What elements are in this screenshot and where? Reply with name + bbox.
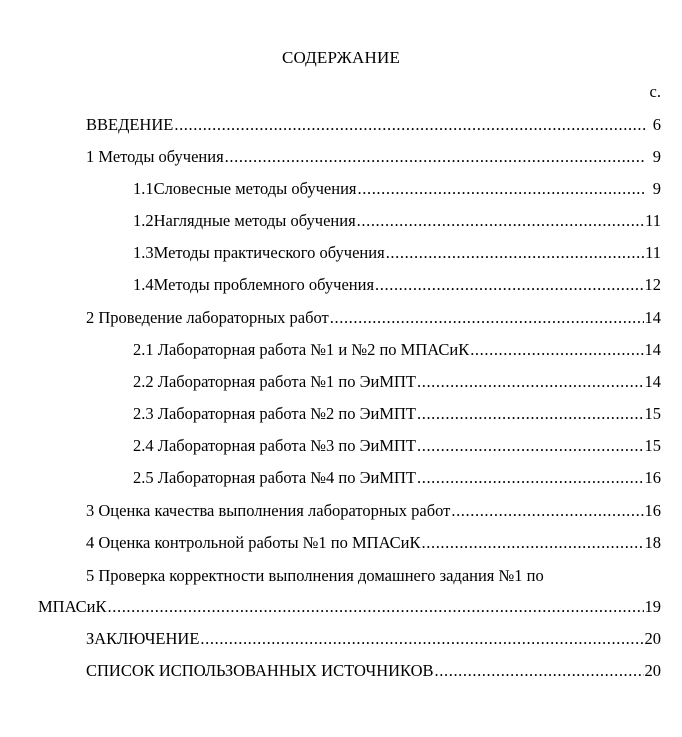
toc-entry-page: 9 — [652, 179, 661, 198]
toc-entry-number: 1.4 — [133, 275, 154, 294]
toc-entry-text: МПАСиК — [38, 597, 107, 616]
toc-entry-number: 1.1 — [133, 179, 154, 198]
toc-leader-dots — [417, 466, 644, 490]
toc-entry-text: ВВЕДЕНИЕ — [86, 115, 174, 134]
toc-entry-page: 6 — [652, 115, 661, 134]
toc-entry-text: 3 Оценка качества выполнения лабораторных работ — [86, 501, 451, 520]
toc-leader-dots — [357, 209, 644, 233]
toc-entry-page: 16 — [644, 501, 661, 520]
toc-leader-dots — [108, 595, 644, 619]
toc-entry-text: 4 Оценка контрольной работы №1 по МПАСиК — [86, 533, 421, 552]
toc-leader-dots — [358, 177, 646, 201]
toc-entry-section-2-1[interactable] — [133, 338, 661, 362]
toc-entry-text: СПИСОК ИСПОЛЬЗОВАННЫХ ИСТОЧНИКОВ — [86, 661, 434, 680]
toc-entry-page: 9 — [652, 147, 661, 166]
toc-entry-text: Методы проблемного обучения — [153, 275, 375, 294]
toc-entry-section-2-2[interactable] — [133, 370, 661, 394]
toc-entry-page: 20 — [644, 661, 661, 680]
toc-entry-page: 11 — [645, 211, 661, 230]
toc-entry-section-5-line1[interactable]: 5 Проверка корректности выполнения домашнего задания №1 по — [86, 566, 544, 585]
toc-entry-page: 15 — [644, 404, 661, 423]
toc-entry-section-1-2[interactable] — [133, 209, 661, 233]
toc-leader-dots — [225, 145, 646, 169]
toc-entry-section-1-1[interactable] — [133, 177, 661, 201]
toc-entry-text: 2.3 Лабораторная работа №2 по ЭиМПТ — [133, 404, 416, 423]
toc-leader-dots — [417, 434, 644, 458]
toc-entry-page: 14 — [644, 308, 661, 327]
toc-leader-dots — [375, 273, 643, 297]
toc-leader-dots — [200, 627, 643, 651]
toc-entry-text: Наглядные методы обучения — [153, 211, 356, 230]
toc-entry-text: 2.2 Лабораторная работа №1 по ЭиМПТ — [133, 372, 416, 391]
toc-entry-page: 15 — [644, 436, 661, 455]
toc-entry-section-4[interactable] — [86, 531, 661, 555]
document-title: СОДЕРЖАНИЕ — [281, 48, 401, 67]
toc-entry-section-1-3[interactable] — [133, 241, 661, 265]
toc-entry-section-2-4[interactable] — [133, 434, 661, 458]
toc-entry-text: Словесные методы обучения — [153, 179, 357, 198]
toc-leader-dots — [422, 531, 644, 555]
toc-leader-dots — [386, 241, 644, 265]
toc-entry-text: 2.4 Лабораторная работа №3 по ЭиМПТ — [133, 436, 416, 455]
toc-entry-text: Методы практического обучения — [153, 243, 385, 262]
toc-leader-dots — [174, 113, 646, 137]
toc-entry-page: 20 — [644, 629, 661, 648]
toc-entry-section-2[interactable] — [86, 306, 661, 330]
toc-leader-dots — [451, 499, 643, 523]
toc-entry-text: 1 Методы обучения — [86, 147, 224, 166]
toc-leader-dots — [330, 306, 644, 330]
toc-entry-section-1[interactable] — [86, 145, 661, 169]
toc-leader-dots — [435, 659, 644, 683]
toc-entry-text: 2.1 Лабораторная работа №1 и №2 по МПАСиК — [133, 340, 470, 359]
toc-entry-page: 16 — [644, 468, 661, 487]
toc-leader-dots — [417, 370, 644, 394]
toc-entry-text: 2 Проведение лабораторных работ — [86, 308, 329, 327]
toc-entry-page: 18 — [644, 533, 661, 552]
toc-leader-dots — [417, 402, 644, 426]
toc-entry-introduction[interactable] — [86, 113, 661, 137]
toc-entry-text: ЗАКЛЮЧЕНИЕ — [86, 629, 200, 648]
toc-leader-dots — [470, 338, 643, 362]
toc-entry-section-2-5[interactable] — [133, 466, 661, 490]
toc-entry-page: 11 — [645, 243, 661, 262]
toc-entry-page: 14 — [644, 340, 661, 359]
toc-entry-section-3[interactable] — [86, 499, 661, 523]
toc-entry-page: 14 — [644, 372, 661, 391]
toc-entry-text: 2.5 Лабораторная работа №4 по ЭиМПТ — [133, 468, 416, 487]
page-column-label: с. — [649, 82, 661, 101]
toc-entry-conclusion[interactable] — [86, 627, 661, 651]
toc-entry-references[interactable] — [86, 659, 661, 683]
toc-entry-page: 12 — [644, 275, 661, 294]
toc-entry-section-1-4[interactable] — [133, 273, 661, 297]
toc-entry-page: 19 — [644, 597, 661, 616]
toc-entry-number: 1.3 — [133, 243, 154, 262]
toc-entry-section-2-3[interactable] — [133, 402, 661, 426]
toc-entry-number: 1.2 — [133, 211, 154, 230]
toc-entry-section-5[interactable] — [38, 595, 661, 619]
